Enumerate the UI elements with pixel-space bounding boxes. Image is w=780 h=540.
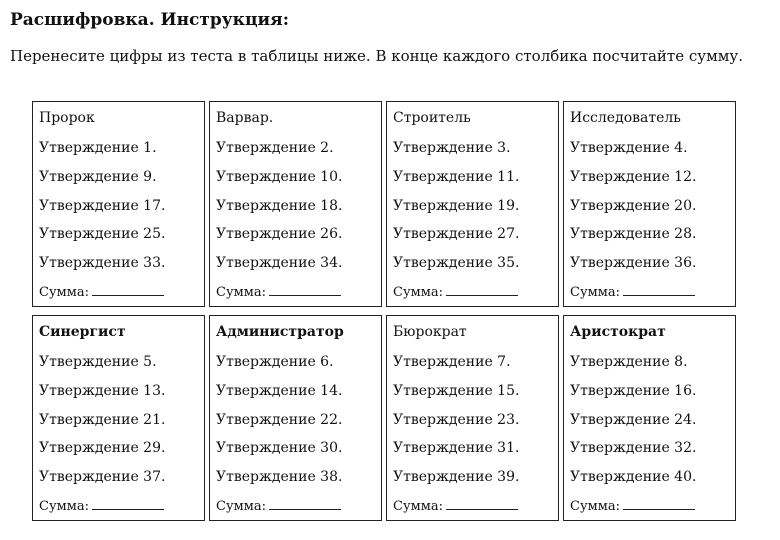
archetype-title: Аристократ xyxy=(570,324,666,340)
statement-item: Утверждение 27. xyxy=(393,226,520,243)
statement-item: Утверждение 2. xyxy=(216,140,334,156)
statement-item: Утверждение 19. xyxy=(393,197,520,214)
archetype-title: Варвар. xyxy=(216,110,274,126)
archetype-table-byurokrat xyxy=(386,315,559,521)
sum-label: Сумма: xyxy=(393,284,443,300)
sum-input-line[interactable] xyxy=(269,281,341,296)
statement-item: Утверждение 37. xyxy=(39,469,166,486)
statement-item: Утверждение 1. xyxy=(39,140,157,156)
statement-item: Утверждение 38. xyxy=(216,469,343,486)
statement-item: Утверждение 39. xyxy=(393,469,520,486)
archetype-title: Бюрократ xyxy=(393,324,467,340)
statement-item: Утверждение 4. xyxy=(570,140,688,156)
statement-item: Утверждение 15. xyxy=(393,382,520,399)
archetype-title: Синергист xyxy=(39,324,126,340)
statement-item: Утверждение 30. xyxy=(216,440,343,457)
archetype-grid xyxy=(32,101,736,521)
statement-item: Утверждение 24. xyxy=(570,411,697,428)
statement-item: Утверждение 26. xyxy=(216,226,343,243)
statement-item: Утверждение 23. xyxy=(393,411,520,428)
sum-row xyxy=(39,281,198,307)
statement-item: Утверждение 35. xyxy=(393,255,520,272)
statement-item: Утверждение 40. xyxy=(570,469,697,486)
archetype-table-varvar xyxy=(209,101,382,307)
sum-input-line[interactable] xyxy=(92,281,164,296)
archetype-title: Администратор xyxy=(216,324,344,340)
sum-label: Сумма: xyxy=(570,284,620,300)
statement-item: Утверждение 25. xyxy=(39,226,166,243)
statement-item: Утверждение 12. xyxy=(570,168,697,185)
sum-input-line[interactable] xyxy=(446,281,518,296)
archetype-table-sinergist xyxy=(32,315,205,521)
statement-item: Утверждение 7. xyxy=(393,354,511,370)
statement-item: Утверждение 5. xyxy=(39,354,157,370)
statement-item: Утверждение 33. xyxy=(39,255,166,272)
sum-input-line[interactable] xyxy=(269,495,341,510)
statement-item: Утверждение 18. xyxy=(216,197,343,214)
statement-item: Утверждение 32. xyxy=(570,440,697,457)
sum-row xyxy=(570,495,729,521)
statement-item: Утверждение 10. xyxy=(216,168,343,185)
sum-row xyxy=(570,281,729,307)
instructions-text: Перенесите цифры из теста в таблицы ниже. В конце каждого столбика посчитайте сумму. xyxy=(10,47,744,65)
statement-item: Утверждение 34. xyxy=(216,255,343,272)
page-title: Расшифровка. Инструкция: xyxy=(10,10,289,30)
statement-item: Утверждение 36. xyxy=(570,255,697,272)
archetype-title: Строитель xyxy=(393,110,471,126)
archetype-table-prorok xyxy=(32,101,205,307)
statement-item: Утверждение 16. xyxy=(570,382,697,399)
sum-input-line[interactable] xyxy=(623,495,695,510)
sum-input-line[interactable] xyxy=(623,281,695,296)
archetype-title: Исследователь xyxy=(570,110,681,126)
sum-label: Сумма: xyxy=(570,498,620,514)
archetype-table-issledovatel xyxy=(563,101,736,307)
sum-label: Сумма: xyxy=(216,284,266,300)
statement-item: Утверждение 29. xyxy=(39,440,166,457)
sum-label: Сумма: xyxy=(39,498,89,514)
statement-item: Утверждение 28. xyxy=(570,226,697,243)
statement-item: Утверждение 17. xyxy=(39,197,166,214)
statement-item: Утверждение 11. xyxy=(393,168,520,185)
statement-item: Утверждение 8. xyxy=(570,354,688,370)
sum-input-line[interactable] xyxy=(446,495,518,510)
statement-item: Утверждение 20. xyxy=(570,197,697,214)
archetype-table-stroitel xyxy=(386,101,559,307)
sum-row xyxy=(393,495,552,521)
sum-label: Сумма: xyxy=(39,284,89,300)
archetype-title: Пророк xyxy=(39,110,95,126)
sum-row xyxy=(216,495,375,521)
sum-row xyxy=(39,495,198,521)
statement-item: Утверждение 14. xyxy=(216,382,343,399)
sum-label: Сумма: xyxy=(393,498,443,514)
statement-item: Утверждение 21. xyxy=(39,411,166,428)
sum-row xyxy=(393,281,552,307)
archetype-table-administrator xyxy=(209,315,382,521)
statement-item: Утверждение 9. xyxy=(39,168,157,185)
statement-item: Утверждение 22. xyxy=(216,411,343,428)
statement-item: Утверждение 13. xyxy=(39,382,166,399)
sum-row xyxy=(216,281,375,307)
sum-input-line[interactable] xyxy=(92,495,164,510)
statement-item: Утверждение 6. xyxy=(216,354,334,370)
archetype-table-aristokrat xyxy=(563,315,736,521)
sum-label: Сумма: xyxy=(216,498,266,514)
statement-item: Утверждение 3. xyxy=(393,140,511,156)
statement-item: Утверждение 31. xyxy=(393,440,520,457)
